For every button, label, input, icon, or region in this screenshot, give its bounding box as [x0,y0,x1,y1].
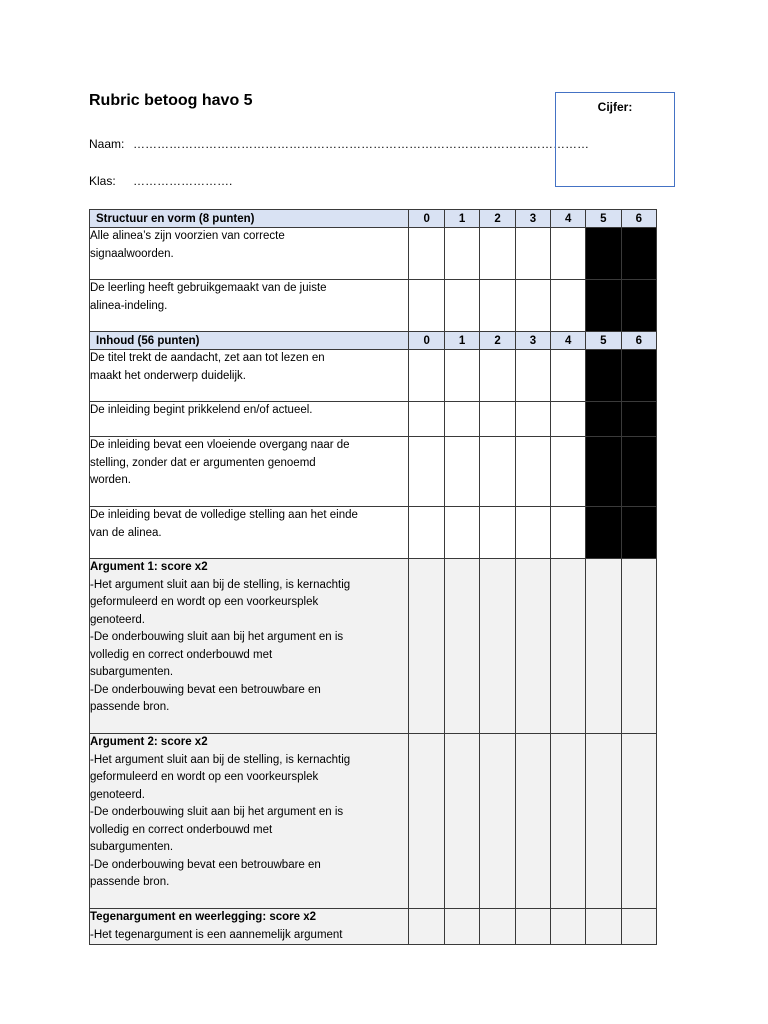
score-cell[interactable] [515,734,550,909]
criterion-row [90,437,657,507]
score-header: 4 [551,332,586,350]
grade-label: Cijfer: [597,100,633,114]
blocked-score-cell [586,437,621,507]
blocked-score-cell [586,402,621,437]
score-cell[interactable] [409,350,444,402]
criterion-line: De inleiding bevat de volledige stelling aan het einde [90,509,358,521]
criterion-row-argument-1 [90,559,657,734]
score-cell[interactable] [480,437,515,507]
score-cell[interactable] [444,437,479,507]
score-cell[interactable] [551,559,586,734]
score-cell[interactable] [551,402,586,437]
criterion-text [90,350,409,402]
score-header: 3 [515,332,550,350]
blocked-score-cell [586,350,621,402]
criterion-line: -Het argument sluit aan bij de stelling, is kernachtig [90,753,351,766]
score-cell[interactable] [551,437,586,507]
criterion-row [90,402,657,437]
score-cell[interactable] [515,402,550,437]
blocked-score-cell [586,228,621,280]
criterion-line: passende bron. [90,876,170,888]
score-cell[interactable] [480,909,515,945]
score-cell[interactable] [621,734,656,909]
name-label: Naam: [89,137,125,151]
score-cell[interactable] [409,402,444,437]
score-cell[interactable] [586,734,621,909]
criterion-text [90,734,409,909]
criterion-line: Alle alinea’s zijn voorzien van correcte [90,230,285,242]
score-header: 6 [621,332,656,350]
score-cell[interactable] [551,350,586,402]
score-cell[interactable] [444,280,479,332]
blocked-score-cell [621,507,656,559]
class-label: Klas: [89,174,116,188]
score-cell[interactable] [586,909,621,945]
score-cell[interactable] [551,507,586,559]
score-cell[interactable] [515,437,550,507]
criterion-text [90,402,409,437]
blocked-score-cell [621,437,656,507]
score-cell[interactable] [480,228,515,280]
score-cell[interactable] [444,350,479,402]
score-header: 0 [409,210,444,228]
score-header: 1 [444,332,479,350]
criterion-line: genoteerd. [90,613,145,626]
score-cell[interactable] [480,559,515,734]
score-cell[interactable] [444,402,479,437]
criterion-text [90,909,409,945]
criterion-text [90,559,409,734]
criterion-line: -De onderbouwing bevat een betrouwbare en [90,683,321,696]
criterion-line: stelling, zonder dat er argumenten genoemd [90,456,316,469]
class-field [89,174,232,188]
score-cell[interactable] [409,507,444,559]
blocked-score-cell [621,350,656,402]
score-cell[interactable] [515,280,550,332]
criterion-line: volledig en correct onderbouwd met [90,648,273,661]
score-cell[interactable] [409,437,444,507]
criterion-line: -De onderbouwing sluit aan bij het argument en is [90,631,344,643]
criterion-text [90,507,409,559]
criterion-title: Tegenargument en weerlegging: score x2 [90,911,317,923]
score-cell[interactable] [551,909,586,945]
criterion-line: van de alinea. [90,526,162,539]
document-title: Rubric betoog havo 5 [89,92,253,109]
blocked-score-cell [621,402,656,437]
score-cell[interactable] [444,909,479,945]
score-cell[interactable] [409,559,444,734]
criterion-line: De inleiding bevat een vloeiende overgang naar de [90,439,350,451]
score-cell[interactable] [515,507,550,559]
criterion-row [90,228,657,280]
criterion-row [90,507,657,559]
score-header: 2 [480,210,515,228]
score-cell[interactable] [409,734,444,909]
score-cell[interactable] [480,402,515,437]
score-cell[interactable] [515,350,550,402]
criterion-text [90,228,409,280]
score-cell[interactable] [515,559,550,734]
blocked-score-cell [621,228,656,280]
score-cell[interactable] [480,280,515,332]
criterion-line: geformuleerd en wordt op een voorkeursplek [90,596,319,608]
rubric-table [89,209,657,945]
section-header-structure [90,210,657,228]
criterion-line: worden. [90,474,131,486]
criterion-line: De inleiding begint prikkelend en/of actueel. [90,404,313,416]
blocked-score-cell [586,280,621,332]
score-cell[interactable] [444,507,479,559]
score-cell[interactable] [480,734,515,909]
criterion-line: De titel trekt de aandacht, zet aan tot lezen en [90,352,325,364]
score-cell[interactable] [621,909,656,945]
criterion-text [90,280,409,332]
criterion-title: Argument 1: score x2 [90,561,208,573]
score-cell[interactable] [444,734,479,909]
criterion-line: -De onderbouwing bevat een betrouwbare en [90,858,321,871]
score-cell[interactable] [621,559,656,734]
criterion-row [90,350,657,402]
score-cell[interactable] [551,228,586,280]
score-cell[interactable] [444,559,479,734]
criterion-line: genoteerd. [90,788,145,801]
criterion-title: Argument 2: score x2 [90,736,208,748]
blocked-score-cell [586,507,621,559]
score-cell[interactable] [515,909,550,945]
criterion-row-argument-2 [90,734,657,909]
score-cell[interactable] [409,280,444,332]
criterion-line: -Het tegenargument is een aannemelijk argument [90,928,343,941]
section-header-content [90,332,657,350]
score-header: 5 [586,332,621,350]
criterion-line: signaalwoorden. [90,247,174,260]
score-header: 6 [621,210,656,228]
criterion-row [90,280,657,332]
score-header: 1 [444,210,479,228]
class-dotted-line[interactable]: ……………………. [133,174,233,188]
criterion-line: geformuleerd en wordt op een voorkeursplek [90,771,319,783]
name-field [89,137,589,151]
score-header: 4 [551,210,586,228]
grade-box[interactable] [555,92,675,187]
score-cell[interactable] [409,228,444,280]
criterion-line: subargumenten. [90,841,174,853]
section-heading: Inhoud (56 punten) [90,332,409,350]
criterion-line: passende bron. [90,701,170,713]
name-dotted-line[interactable]: …………………………………………………………………………………………………… [133,137,589,151]
score-cell[interactable] [480,350,515,402]
score-cell[interactable] [586,559,621,734]
score-cell[interactable] [551,734,586,909]
score-header: 2 [480,332,515,350]
criterion-line: volledig en correct onderbouwd met [90,823,273,836]
section-heading: Structuur en vorm (8 punten) [90,210,409,228]
criterion-line: De leerling heeft gebruikgemaakt van de juiste [90,282,327,294]
score-cell[interactable] [515,228,550,280]
criterion-line: -De onderbouwing sluit aan bij het argument en is [90,806,344,818]
criterion-text [90,437,409,507]
score-header: 5 [586,210,621,228]
criterion-row-counter-argument [90,909,657,945]
score-cell[interactable] [444,228,479,280]
score-cell[interactable] [409,909,444,945]
score-header: 3 [515,210,550,228]
blocked-score-cell [621,280,656,332]
criterion-line: alinea-indeling. [90,299,168,312]
criterion-line: maakt het onderwerp duidelijk. [90,369,246,382]
score-cell[interactable] [480,507,515,559]
score-header: 0 [409,332,444,350]
criterion-line: -Het argument sluit aan bij de stelling, is kernachtig [90,578,351,591]
score-cell[interactable] [551,280,586,332]
criterion-line: subargumenten. [90,666,174,678]
